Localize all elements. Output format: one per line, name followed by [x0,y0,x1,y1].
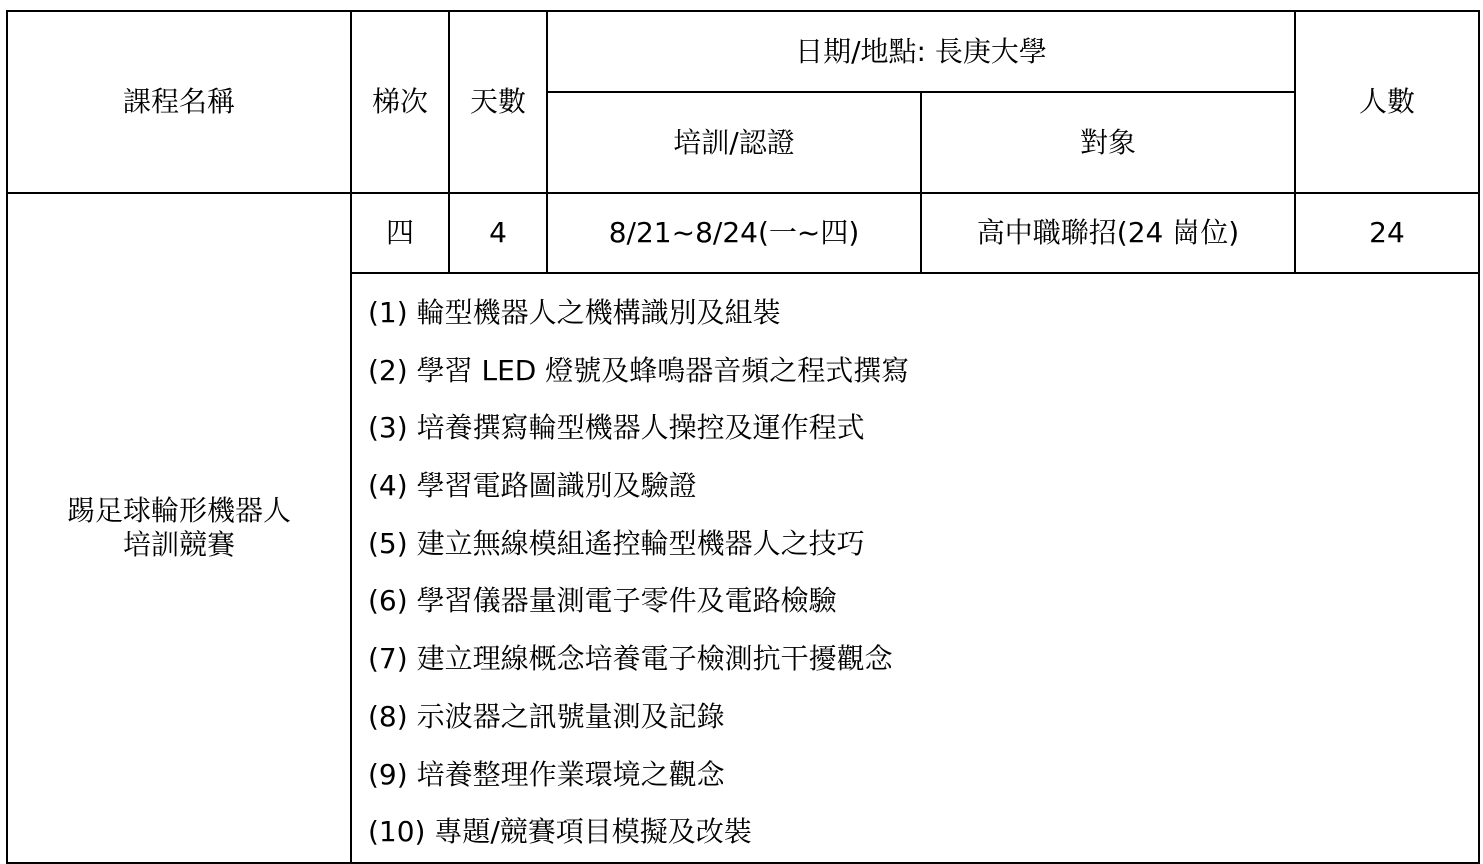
header-date-location: 日期/地點: 長庚大學 [547,11,1295,92]
header-training-certification: 培訓/認證 [547,92,921,193]
course-name-line1: 踢足球輪形機器人 [66,494,291,528]
content-item: (2) 學習 LED 燈號及蜂鳴器音頻之程式撰寫 [368,353,910,387]
content-item: (9) 培養整理作業環境之觀念 [368,757,725,791]
dates-value: 8/21~8/24(一~四) [547,193,921,273]
header-session: 梯次 [351,11,449,193]
course-table [6,10,1480,864]
content-item: (6) 學習儀器量測電子零件及電路檢驗 [368,584,837,618]
content-item: (8) 示波器之訊號量測及記錄 [368,699,725,733]
header-course-name: 課程名稱 [7,11,351,193]
target-value: 高中職聯招(24 崗位) [921,193,1295,273]
course-content-cell [351,273,1479,863]
header-headcount: 人數 [1295,11,1479,193]
header-row-top [7,11,1479,92]
content-item: (5) 建立無線模組遙控輪型機器人之技巧 [368,526,865,560]
content-item: (4) 學習電路圖識別及驗證 [368,469,697,503]
content-item: (10) 專題/競賽項目模擬及改裝 [368,815,752,849]
header-target: 對象 [921,92,1295,193]
header-days: 天數 [449,11,547,193]
content-item: (1) 輪型機器人之機構識別及組裝 [368,296,781,329]
session-row [7,193,1479,273]
days-value: 4 [449,193,547,273]
headcount-value: 24 [1295,193,1479,273]
content-item: (7) 建立理線概念培養電子檢測抗干擾觀念 [368,642,893,676]
course-content-list [368,284,1478,861]
course-name-cell [7,193,351,863]
session-value: 四 [351,193,449,273]
course-name-line2: 培訓競賽 [122,528,235,561]
content-item: (3) 培養撰寫輪型機器人操控及運作程式 [368,411,865,445]
